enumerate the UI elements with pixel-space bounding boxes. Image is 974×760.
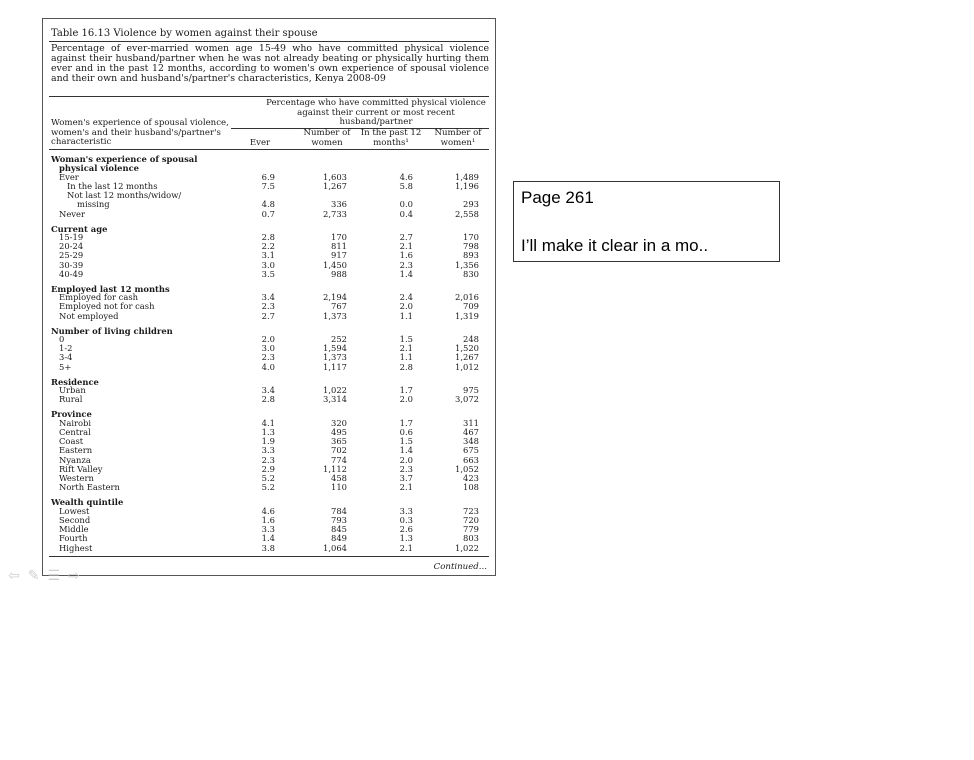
table-cell: 458: [331, 473, 347, 483]
row-label: 40-49: [59, 268, 84, 279]
table-cell: 1,064: [323, 542, 347, 553]
table-cell: 170: [331, 231, 347, 242]
row-label: Employed not for cash: [59, 301, 155, 312]
table-cell: 663: [463, 454, 479, 465]
row-label: Not employed: [59, 310, 119, 321]
title-rule: [49, 41, 489, 42]
table-cell: 3,314: [323, 394, 347, 405]
table-cell: 311: [463, 417, 479, 428]
table-cell: 893: [463, 250, 479, 261]
table-cell: 1.4: [261, 533, 275, 544]
table-title: Table 16.13 Violence by women against their spouse: [51, 28, 318, 39]
table-cell: 110: [331, 482, 347, 493]
table-cell: 1,373: [323, 352, 347, 363]
table-cell: 2.4: [399, 292, 413, 303]
table-cell: 4.1: [261, 417, 275, 428]
table-cell: 7.5: [261, 180, 275, 191]
table-cell: 709: [463, 301, 479, 312]
table-cell: 1.9: [261, 436, 275, 446]
table-cell: 2.2: [261, 241, 275, 252]
table-cell: 1.1: [399, 310, 413, 321]
table-cell: 767: [331, 301, 347, 312]
table-cell: 1.7: [399, 417, 413, 428]
table-cell: 1.6: [261, 514, 275, 525]
row-label: 15-19: [59, 231, 84, 242]
section-title: Employed last 12 months: [51, 283, 170, 294]
table-cell: 2.3: [261, 454, 275, 465]
table-cell: 248: [463, 333, 479, 344]
table-cell: 4.8: [261, 199, 275, 210]
table-cell: 2.0: [399, 394, 413, 405]
table-cell: 2.3: [399, 463, 413, 474]
table-cell: 2.0: [399, 454, 413, 465]
col-past-12-months: In the past 12 months¹: [360, 128, 422, 148]
table-cell: 1.5: [399, 333, 413, 344]
section-title: Number of living children: [51, 325, 173, 336]
table-cell: 793: [331, 514, 347, 525]
table-cell: 5.2: [261, 482, 275, 493]
table-cell: 3.8: [261, 542, 275, 553]
table-cell: 336: [331, 199, 347, 210]
row-label: 30-39: [59, 259, 84, 270]
table-cell: 348: [463, 436, 479, 446]
row-label: Rural: [59, 394, 83, 405]
back-arrow-icon[interactable]: ⇦: [8, 568, 20, 584]
table-cell: 1,052: [455, 463, 479, 474]
row-label: 1-2: [59, 343, 73, 354]
note-page-label: Page 261: [521, 188, 594, 207]
table-cell: 3.7: [399, 473, 413, 483]
table-cell: 1.6: [399, 250, 413, 261]
row-label: Nyanza: [59, 454, 91, 465]
table-cell: 2.1: [399, 542, 413, 553]
table-cell: 2.6: [399, 524, 413, 535]
row-label: Western: [59, 473, 94, 483]
table-cell: 845: [331, 524, 347, 535]
table-cell: 2.0: [261, 333, 275, 344]
row-label: Ever: [59, 171, 79, 182]
note-box: [513, 181, 780, 262]
table-cell: 1,450: [323, 259, 347, 270]
table-cell: 5.2: [261, 473, 275, 483]
table-cell: 2,558: [455, 208, 479, 219]
table-cell: 720: [463, 514, 479, 525]
row-label: Middle: [59, 524, 89, 535]
bottom-rule: [49, 556, 489, 557]
table-cell: 723: [463, 505, 479, 516]
section-title: Province: [51, 409, 92, 420]
table-cell: 0.7: [261, 208, 275, 219]
table-cell: 6.9: [261, 171, 275, 182]
table-cell: 3.0: [261, 259, 275, 270]
forward-arrow-icon[interactable]: ⇨: [68, 568, 80, 584]
table-cell: 675: [463, 445, 479, 456]
row-label: Second: [59, 514, 91, 525]
table-cell: 798: [463, 241, 479, 252]
table-cell: 423: [463, 473, 479, 483]
table-cell: 702: [331, 445, 347, 456]
header-row-label: Women's experience of spousal violence, women's and their husband's/partner's characteristic: [51, 118, 229, 147]
table-cell: 3.3: [261, 524, 275, 535]
table-cell: 1,012: [455, 361, 479, 372]
section-title: Woman's experience of spousal: [51, 154, 198, 164]
table-cell: 779: [463, 524, 479, 535]
row-label: Fourth: [59, 533, 88, 544]
table-cell: 1,196: [455, 180, 479, 191]
table-cell: 2.3: [261, 352, 275, 363]
table-cell: 830: [463, 268, 479, 279]
row-label: 20-24: [59, 241, 84, 252]
row-label: Nairobi: [59, 417, 92, 428]
table-cell: 803: [463, 533, 479, 544]
section-title: Wealth quintile: [51, 497, 124, 508]
table-cell: 1.4: [399, 445, 413, 456]
pen-icon[interactable]: ✎: [27, 568, 40, 584]
table-cell: 3,072: [455, 394, 479, 405]
section-title: physical violence: [59, 163, 139, 174]
section-title: Residence: [51, 376, 99, 387]
table-cell: 1,267: [455, 352, 479, 363]
table-cell: 1.4: [399, 268, 413, 279]
table-cell: 2,016: [455, 292, 479, 303]
table-cell: 1,356: [455, 259, 479, 270]
table-cell: 170: [463, 231, 479, 242]
table-cell: 108: [463, 482, 479, 493]
row-label: Central: [59, 426, 91, 437]
table-cell: 1,022: [455, 542, 479, 553]
table-cell: 1,489: [455, 171, 479, 182]
table-cell: 1,117: [323, 361, 347, 372]
table-cell: 1,319: [455, 310, 479, 321]
table-cell: 2.3: [261, 301, 275, 312]
table-cell: 2.3: [399, 259, 413, 270]
col-number-women: Number of women: [303, 128, 351, 148]
caption-rule: [49, 96, 489, 97]
table-cell: 252: [331, 333, 347, 344]
table-cell: 917: [331, 250, 347, 261]
table-cell: 0.6: [399, 426, 413, 437]
table-cell: 1.1: [399, 352, 413, 363]
table-cell: 293: [463, 199, 479, 210]
table-cell: 2.0: [399, 301, 413, 312]
table-cell: 1.3: [399, 533, 413, 544]
row-label: Rift Valley: [59, 463, 103, 474]
slide-nav: [8, 568, 80, 584]
table-cell: 1,603: [323, 171, 347, 182]
table-cell: 2.8: [261, 231, 275, 242]
row-label: Coast: [59, 436, 84, 446]
row-label: North Eastern: [59, 482, 120, 493]
table-caption: Percentage of ever-married women age 15-49 who have committed physical violence against their husband/partner when he was not already beating or physically hurting them ever and in the past 12 months, according to women's own experience of spousal violence and their own and husband's/partner's characteristics, Kenya 2008-09: [51, 43, 489, 84]
table-cell: 4.6: [261, 505, 275, 516]
table-cell: 1,267: [323, 180, 347, 191]
row-label: Not last 12 months/widow/ missing: [67, 190, 182, 210]
menu-icon[interactable]: ☰: [47, 568, 61, 584]
table-cell: 1,022: [323, 384, 347, 395]
table-cell: 2.7: [399, 231, 413, 242]
table-cell: 467: [463, 426, 479, 437]
col-number-women-2: Number of women¹: [434, 128, 482, 148]
row-label: Urban: [59, 384, 86, 395]
row-label: Never: [59, 208, 85, 219]
table-cell: 365: [331, 436, 347, 446]
table-cell: 4.6: [399, 171, 413, 182]
table-cell: 3.1: [261, 250, 275, 261]
table-cell: 811: [331, 241, 347, 252]
row-label: 3-4: [59, 352, 73, 363]
row-label: 5+: [59, 361, 72, 372]
table-cell: 2.1: [399, 241, 413, 252]
table-cell: 988: [331, 268, 347, 279]
table-cell: 3.3: [261, 445, 275, 456]
table-cell: 4.0: [261, 361, 275, 372]
continued-label: Continued...: [433, 562, 487, 572]
col-ever: Ever: [249, 138, 271, 148]
table-cell: 3.0: [261, 343, 275, 354]
header-group: Percentage who have committed physical violence against their current or most recent husband/partner: [266, 98, 486, 127]
table-cell: 5.8: [399, 180, 413, 191]
table-cell: 2,733: [323, 208, 347, 219]
table-cell: 3.4: [261, 384, 275, 395]
table-cell: 2.7: [261, 310, 275, 321]
header-rule: [49, 149, 489, 150]
table-cell: 2.1: [399, 482, 413, 493]
table-cell: 320: [331, 417, 347, 428]
row-label: Lowest: [59, 505, 90, 516]
table-cell: 2.8: [399, 361, 413, 372]
table-cell: 3.3: [399, 505, 413, 516]
table-cell: 2.9: [261, 463, 275, 474]
table-cell: 975: [463, 384, 479, 395]
table-cell: 495: [331, 426, 347, 437]
table-cell: 3.5: [261, 268, 275, 279]
section-title: Current age: [51, 223, 108, 234]
table-cell: 1.3: [261, 426, 275, 437]
table-cell: 1,594: [323, 343, 347, 354]
table-cell: 2.1: [399, 343, 413, 354]
table-cell: 1,373: [323, 310, 347, 321]
row-label: 0: [59, 333, 65, 344]
table-cell: 3.4: [261, 292, 275, 303]
table-cell: 0.4: [399, 208, 413, 219]
note-comment: I’ll make it clear in a mo..: [521, 236, 709, 255]
table-cell: 2,194: [323, 292, 347, 303]
table-page: [42, 18, 496, 576]
row-label: In the last 12 months: [67, 180, 158, 191]
table-cell: 784: [331, 505, 347, 516]
table-cell: 1.7: [399, 384, 413, 395]
table-cell: 1,112: [323, 463, 347, 474]
table-cell: 774: [331, 454, 347, 465]
table-cell: 2.8: [261, 394, 275, 405]
table-cell: 0.3: [399, 514, 413, 525]
table-cell: 849: [331, 533, 347, 544]
table-cell: 0.0: [399, 199, 413, 210]
row-label: Employed for cash: [59, 292, 139, 303]
table-cell: 1.5: [399, 436, 413, 446]
row-label: Highest: [59, 542, 93, 553]
table-cell: 1,520: [455, 343, 479, 354]
row-label: 25-29: [59, 250, 84, 261]
row-label: Eastern: [59, 445, 93, 456]
